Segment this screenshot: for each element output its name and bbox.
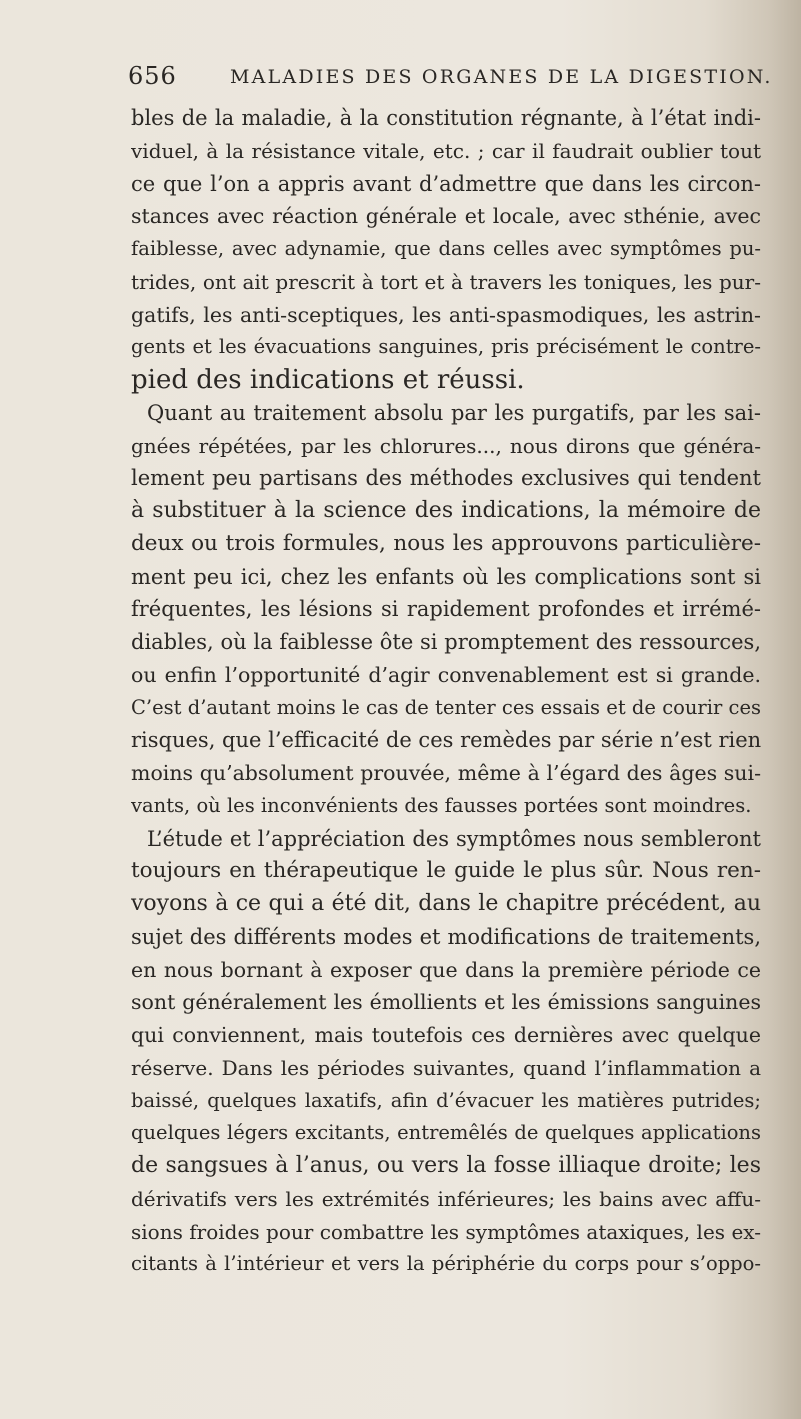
text-line: sont généralement les émollients et les émissions sanguines <box>131 990 761 1015</box>
text-line: viduel, à la résistance vitale, etc. ; car il faudrait oublier tout <box>131 138 761 163</box>
paragraph-start-line: Quant au traitement absolu par les purgatifs, par les sai- <box>147 400 761 425</box>
text-line: diables, où la faiblesse ôte si promptement des ressources, <box>131 630 761 654</box>
text-line: baissé, quelques laxatifs, afin d’évacuer les matières putrides; <box>131 1088 761 1112</box>
text-line: réserve. Dans les périodes suivantes, quand l’inflammation a <box>131 1055 761 1080</box>
text-line: bles de la maladie, à la constitution régnante, à l’état indi- <box>131 106 761 130</box>
text-line: toujours en thérapeutique le guide le plus sûr. Nous ren- <box>131 858 761 884</box>
running-head: MALADIES DES ORGANES DE LA DIGESTION. <box>230 66 773 88</box>
paragraph-end-line: pied des indications et réussi. <box>131 365 525 395</box>
text-line: stances avec réaction générale et locale, avec sthénie, avec <box>131 204 761 229</box>
paragraph-end-line: vants, où les inconvénients des fausses portées sont moindres. <box>131 793 752 817</box>
text-line: sions froides pour combattre les symptômes ataxiques, les ex- <box>131 1219 761 1244</box>
text-line: ment peu ici, chez les enfants où les complications sont si <box>131 564 761 589</box>
text-line: gnées répétées, par les chlorures..., nous dirons que généra- <box>131 433 761 458</box>
text-line: sujet des différents modes et modifications de traitements, <box>131 924 761 949</box>
text-line: deux ou trois formules, nous les approuvons particulière- <box>131 530 761 556</box>
text-line: qui conviennent, mais toutefois ces dernières avec quelque <box>131 1023 761 1047</box>
text-line: à substituer à la science des indications, la mémoire de <box>131 498 761 523</box>
text-line: fréquentes, les lésions si rapidement profondes et irrémé- <box>131 597 761 622</box>
text-line: de sangsues à l’anus, ou vers la fosse illiaque droite; les <box>131 1153 761 1178</box>
text-line: quelques légers excitants, entremêlés de quelques applications <box>131 1121 761 1145</box>
text-line: ce que l’on a appris avant d’admettre que dans les circon- <box>131 171 761 196</box>
text-line: dérivatifs vers les extrémités inférieures; les bains avec affu- <box>131 1186 761 1211</box>
page-number: 656 <box>128 62 177 90</box>
text-line: en nous bornant à exposer que dans la première période ce <box>131 957 761 982</box>
text-line: trides, ont ait prescrit à tort et à travers les toniques, les pur- <box>131 269 761 294</box>
text-line: ou enfin l’opportunité d’agir convenablement est si grande. <box>131 662 761 687</box>
text-line: risques, que l’efficacité de ces remèdes par série n’est rien <box>131 728 761 753</box>
page-header <box>128 62 773 94</box>
text-line: citants à l’intérieur et vers la périphérie du corps pour s’oppo- <box>131 1252 761 1276</box>
text-line: moins qu’absolument prouvée, même à l’égard des âges sui- <box>131 761 761 785</box>
paragraph-start-line: L’étude et l’appréciation des symptômes nous sembleront <box>147 826 761 851</box>
text-line: voyons à ce qui a été dit, dans le chapitre précédent, au <box>131 891 761 916</box>
body-text <box>131 102 761 1281</box>
text-line: faiblesse, avec adynamie, que dans celles avec symptômes pu- <box>131 237 761 260</box>
text-line: C’est d’autant moins le cas de tenter ces essais et de courir ces <box>131 695 761 719</box>
text-line: gents et les évacuations sanguines, pris précisément le contre- <box>131 335 761 359</box>
text-line: lement peu partisans des méthodes exclusives qui tendent <box>131 466 761 491</box>
text-line: gatifs, les anti-sceptiques, les anti-spasmodiques, les astrin- <box>131 302 761 327</box>
